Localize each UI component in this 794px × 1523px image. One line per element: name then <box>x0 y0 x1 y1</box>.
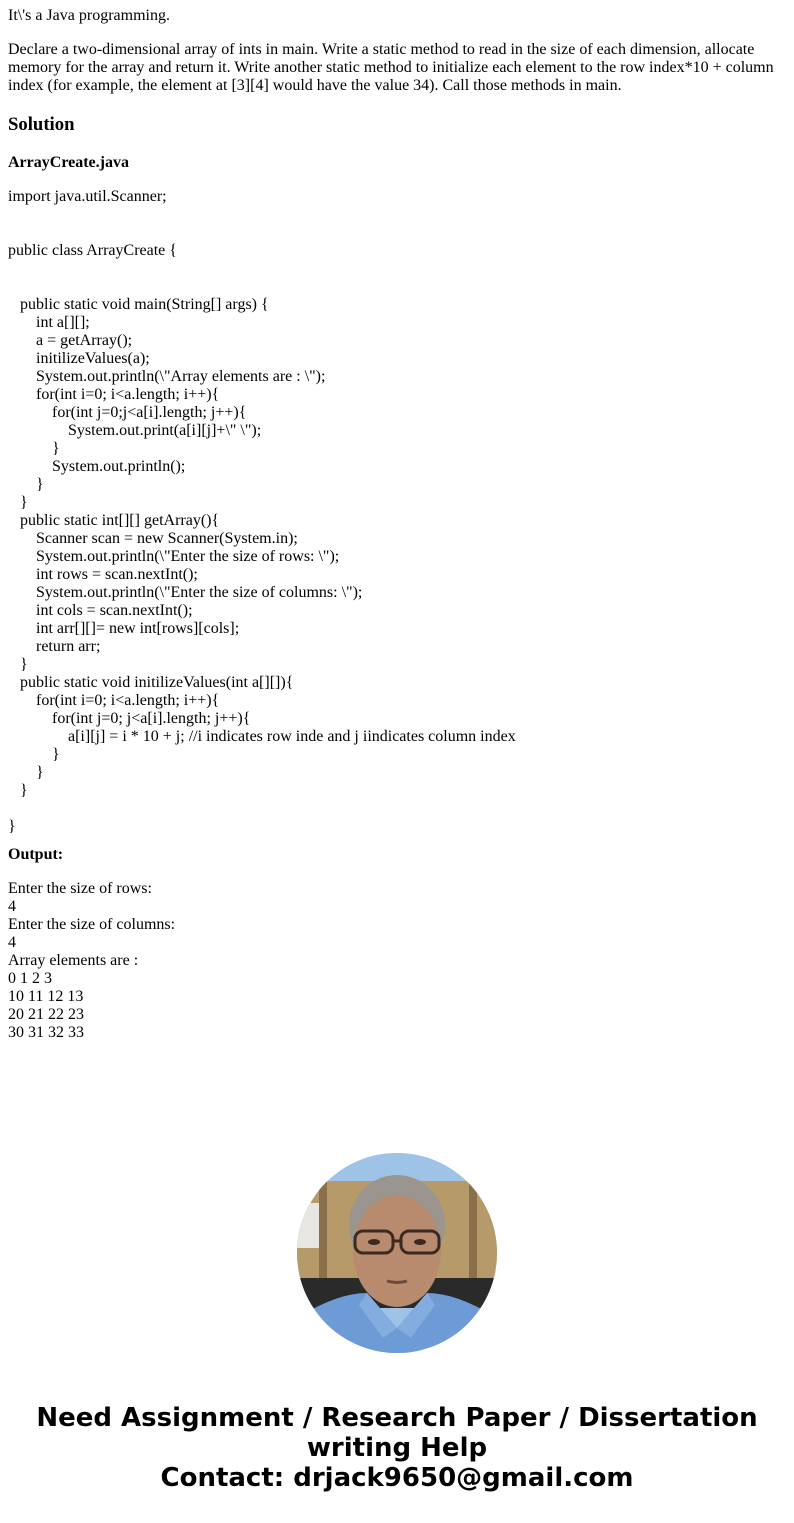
code-line: public static void main(String[] args) { <box>20 296 269 313</box>
output-line: 4 <box>8 898 16 915</box>
code-line: for(int j=0;j<a[i].length; j++){ <box>52 404 247 421</box>
output-line: 0 1 2 3 <box>8 970 52 987</box>
code-line: System.out.println(\"Enter the size of rows: \"); <box>36 548 340 565</box>
code-line <box>8 224 516 242</box>
author-avatar <box>297 1153 497 1353</box>
output-heading: Output: <box>8 846 64 863</box>
code-line <box>8 206 516 224</box>
code-line: for(int i=0; i<a.length; i++){ <box>36 692 220 709</box>
code-line: } <box>20 494 28 511</box>
output-line: Enter the size of columns: <box>8 916 176 933</box>
code-line: System.out.print(a[i][j]+\" \"); <box>68 422 262 439</box>
output-line: 30 31 32 33 <box>8 1024 84 1041</box>
promo-line-1: Need Assignment / Research Paper / Dissertation <box>36 1403 758 1433</box>
code-line: import java.util.Scanner; <box>8 188 167 205</box>
code-line: } <box>20 782 28 799</box>
code-line: initilizeValues(a); <box>36 350 150 367</box>
code-line <box>8 260 516 278</box>
program-output <box>8 880 175 1042</box>
portrait-image <box>297 1153 497 1353</box>
question-text: Declare a two-dimensional array of ints in main. Write a static method to read in the size of each dimension, allocate memory for the array and return it. Write another static method to initialize each element to the row index*10 + column index (for example, the element at [3][4] would have the value 34). Call those methods in main. <box>8 41 774 94</box>
code-line: public static void initilizeValues(int a[][]){ <box>20 674 294 691</box>
code-line <box>8 278 516 296</box>
code-line <box>8 800 516 818</box>
file-name-heading: ArrayCreate.java <box>8 154 129 171</box>
code-line: System.out.println(\"Enter the size of columns: \"); <box>36 584 363 601</box>
output-line: Array elements are : <box>8 952 139 969</box>
question-intro: It\'s a Java programming. <box>8 7 170 24</box>
code-line: } <box>36 764 44 781</box>
code-line: } <box>20 656 28 673</box>
output-line: 4 <box>8 934 16 951</box>
code-line: System.out.println(\"Array elements are : \"); <box>36 368 326 385</box>
code-line: public class ArrayCreate { <box>8 242 177 259</box>
code-line: a[i][j] = i * 10 + j; //i indicates row inde and j iindicates column index <box>68 728 516 745</box>
code-listing <box>8 188 516 836</box>
code-line: Scanner scan = new Scanner(System.in); <box>36 530 298 547</box>
code-line: for(int i=0; i<a.length; i++){ <box>36 386 220 403</box>
code-line: int rows = scan.nextInt(); <box>36 566 198 583</box>
code-line: System.out.println(); <box>52 458 186 475</box>
promo-banner <box>0 1403 794 1493</box>
promo-contact: Contact: drjack9650@gmail.com <box>160 1463 634 1493</box>
output-line: 20 21 22 23 <box>8 1006 84 1023</box>
code-line: for(int j=0; j<a[i].length; j++){ <box>52 710 251 727</box>
code-line: a = getArray(); <box>36 332 133 349</box>
code-line: public static int[][] getArray(){ <box>20 512 220 529</box>
output-line: Enter the size of rows: <box>8 880 152 897</box>
code-line: int arr[][]= new int[rows][cols]; <box>36 620 240 637</box>
promo-line-2: writing Help <box>306 1433 488 1463</box>
code-line: } <box>52 440 60 457</box>
code-line: } <box>52 746 60 763</box>
code-line: return arr; <box>36 638 101 655</box>
output-line: 10 11 12 13 <box>8 988 84 1005</box>
code-line: int cols = scan.nextInt(); <box>36 602 193 619</box>
code-line: int a[][]; <box>36 314 90 331</box>
code-line: } <box>8 818 16 835</box>
solution-heading: Solution <box>8 114 75 135</box>
code-line: } <box>36 476 44 493</box>
